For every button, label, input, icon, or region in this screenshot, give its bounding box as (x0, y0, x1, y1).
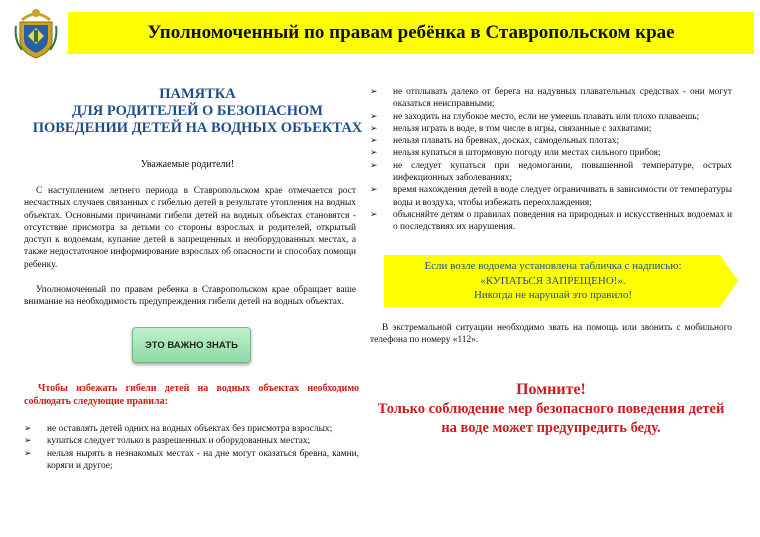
remember-body: Только соблюдение мер безопасного поведения детей на воде может предупредить беду. (377, 401, 725, 436)
list-item (370, 86, 732, 111)
remember-title: Помните! (516, 381, 586, 398)
arrowhead-bullet-icon: ➢ (24, 436, 32, 447)
arrowhead-bullet-icon: ➢ (24, 424, 32, 434)
arrowhead-bullet-icon: ➢ (370, 148, 378, 159)
list-item-text: время нахождения детей в воде следует ограничивать в зависимости от температуры воды и воздуха, чтобы избежать переохлаждения; (393, 185, 732, 208)
list-item (370, 160, 732, 185)
header-title: Уполномоченный по правам ребёнка в Ставропольском крае (147, 22, 675, 43)
list-item-text: купаться следует только в разрешенных и оборудованных местах; (47, 436, 311, 447)
coat-of-arms-icon (14, 6, 58, 60)
list-item-text: объясняйте детям о правилах поведения на природных и искусственных водоемах и о последствиях их нарушения. (393, 209, 732, 233)
list-item (24, 423, 359, 435)
rules-heading: Чтобы избежать гибели детей на водных объектах необходимо соблюдать следующие правила: (24, 383, 359, 407)
list-item (370, 123, 732, 135)
list-item-text: не следует купаться при недомогании, повышенной температуре, острых инфекционных заболеваниях; (393, 160, 732, 184)
list-item-text: нельзя играть в воде, в том числе в игры, связанные с захватами; (393, 123, 652, 134)
memo-title-line: ПАМЯТКА (159, 86, 236, 102)
memo-title-line: ПОВЕДЕНИИ ДЕТЕЙ НА ВОДНЫХ ОБЪЕКТАХ (32, 120, 363, 136)
list-item (24, 435, 359, 447)
arrowhead-bullet-icon: ➢ (370, 136, 378, 147)
ombudsman-paragraph: Уполномоченный по правам ребенка в Ставропольском крае обращает ваше внимание на необходимость предупреждения гибели детей на водных объектах. (24, 285, 356, 308)
emergency-paragraph: В экстремальной ситуации необходимо звать на помощь или звонить с мобильного телефона по номеру «112». (370, 323, 732, 346)
arrowhead-bullet-icon: ➢ (370, 185, 378, 196)
list-item-text: не заходить на глубокое место, если не умеешь плавать или плохо плаваешь; (393, 111, 700, 122)
list-item-text: нельзя купаться в штормовую погоду или местах сильного прибоя; (393, 148, 661, 159)
list-item-text: не отплывать далеко от берега на надувных плавательных средствах - они могут оказаться неисправными; (393, 87, 732, 110)
warning-callout (384, 255, 740, 307)
important-button[interactable] (132, 327, 251, 363)
list-item (370, 147, 732, 159)
list-item (370, 111, 732, 123)
header-banner (68, 12, 754, 54)
callout-line: Если возле водоема установлена табличка с надписью: (424, 260, 682, 272)
list-item (370, 184, 732, 209)
greeting: Уважаемые родители! (140, 159, 235, 170)
arrowhead-bullet-icon: ➢ (370, 111, 378, 122)
arrowhead-bullet-icon: ➢ (370, 87, 378, 97)
callout-line: «КУПАТЬСЯ ЗАПРЕЩЕНО!». (480, 274, 626, 287)
memo-title (20, 86, 375, 137)
arrowhead-bullet-icon: ➢ (370, 209, 378, 220)
arrowhead-bullet-icon: ➢ (24, 448, 32, 459)
rules-list-right (370, 86, 732, 234)
remember-block (370, 380, 732, 438)
list-item (370, 209, 732, 234)
important-button-label: ЭТО ВАЖНО ЗНАТЬ (145, 339, 238, 351)
rules-list-left (24, 423, 359, 472)
arrowhead-bullet-icon: ➢ (370, 123, 378, 134)
list-item (370, 135, 732, 147)
memo-title-line: ДЛЯ РОДИТЕЛЕЙ О БЕЗОПАСНОМ (71, 103, 323, 119)
list-item-text: не оставлять детей одних на водных объектах без присмотра взрослых; (47, 424, 333, 434)
intro-paragraph: С наступлением летнего периода в Ставропольском крае отмечается рост несчастных случаев связанных с гибелью детей в результате утопления на водных объектах. Основными причинами гибели детей на водных объектах становятся - отсутствие присмотра за детьми со стороны взрослых и родителей, открытый доступ к водоемам, купание детей в запрещенных и необорудованных местах, а также недостаточное информирование взрослых об опасности и способах помощи ребенку. (24, 186, 356, 270)
callout-text (390, 259, 716, 303)
arrowhead-bullet-icon: ➢ (370, 160, 378, 171)
list-item-text: нельзя плавать на бревнах, досках, самодельных плотах; (393, 136, 620, 147)
callout-line: Никогда не нарушай это правило! (473, 289, 633, 301)
list-item-text: нельзя нырять в незнакомых местах - на дне могут оказаться бревна, камни, коряги и другое; (47, 448, 359, 471)
list-item (24, 448, 359, 473)
